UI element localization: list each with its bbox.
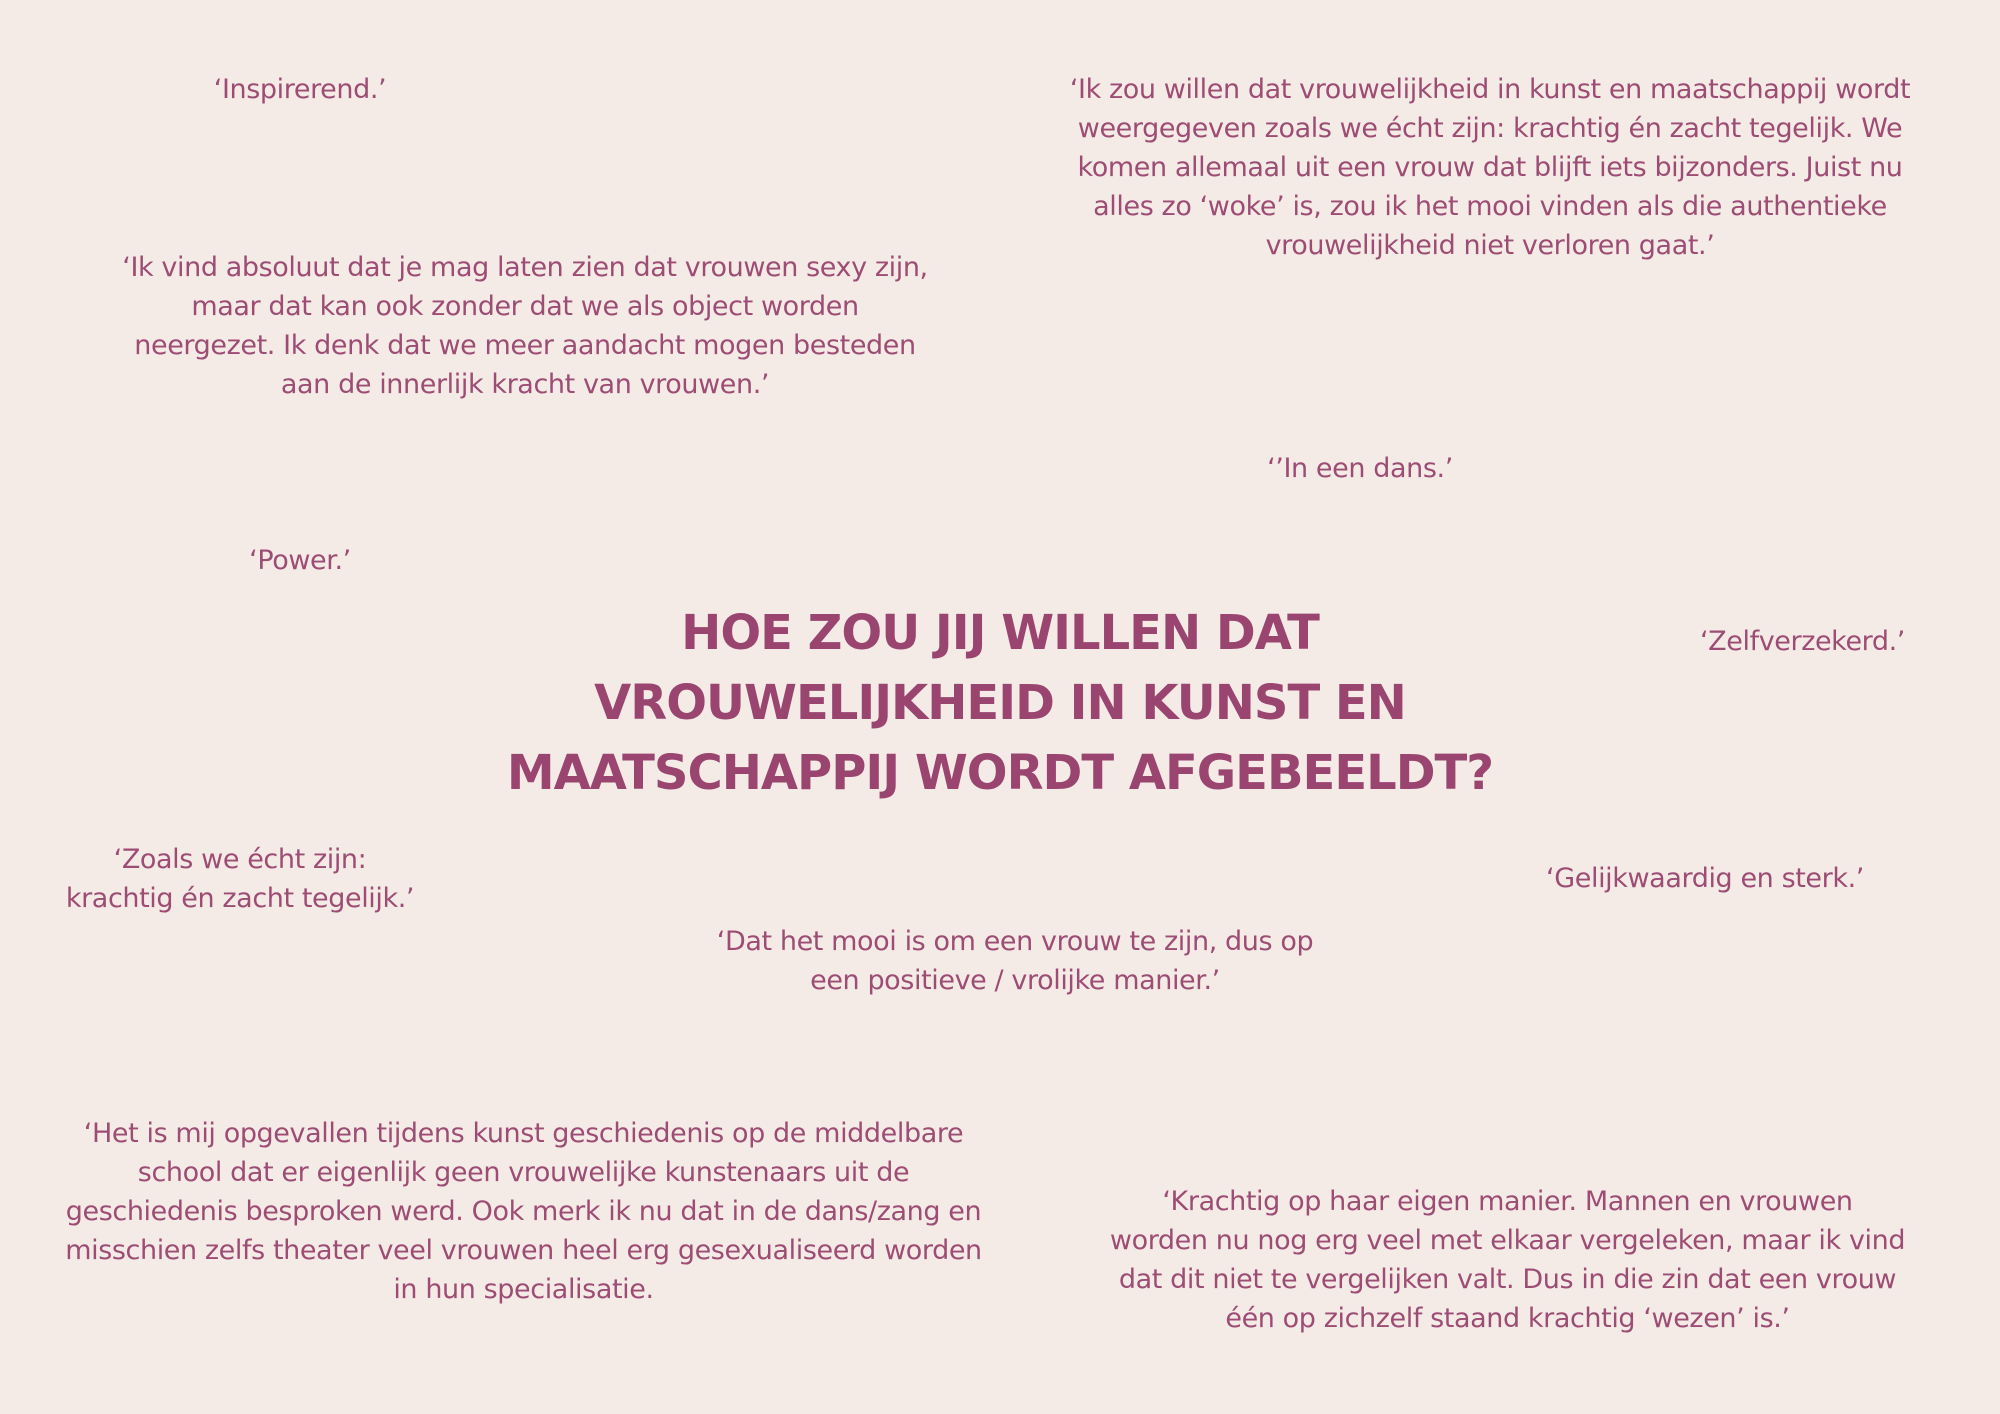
quote-line: geschiedenis besproken werd. Ook merk ik nu dat in de dans/zang en bbox=[65, 1196, 982, 1227]
quote-inspirerend bbox=[120, 70, 480, 109]
quote-line: school dat er eigenlijk geen vrouwelijke kunstenaars uit de bbox=[137, 1157, 910, 1188]
quote-line: maar dat kan ook zonder dat we als object worden bbox=[191, 291, 859, 322]
quote-line: ‘Ik zou willen dat vrouwelijkheid in kunst en maatschappij wordt bbox=[1069, 74, 1911, 105]
quote-line: worden nu nog erg veel met elkaar vergeleken, maar ik vind bbox=[1109, 1225, 1906, 1256]
quote-line: neergezet. Ik denk dat we meer aandacht mogen besteden bbox=[134, 330, 916, 361]
title-line: MAATSCHAPPIJ WORDT AFGEBEELDT? bbox=[506, 745, 1494, 801]
quote-line: alles zo ‘woke’ is, zou ik het mooi vinden als die authentieke bbox=[1093, 191, 1887, 222]
quote-gelijkwaardig bbox=[1490, 859, 1920, 898]
quote-line: ‘Gelijkwaardig en sterk.’ bbox=[1546, 863, 1864, 894]
quote-line: ‘Power.’ bbox=[249, 545, 351, 576]
quote-line: ‘’In een dans.’ bbox=[1267, 453, 1453, 484]
quote-line: ‘Dat het mooi is om een vrouw te zijn, dus op bbox=[716, 926, 1314, 957]
quote-line: één op zichzelf staand krachtig ‘wezen’ is.’ bbox=[1225, 1303, 1790, 1334]
quote-dat-het-mooi bbox=[600, 922, 1430, 1000]
quote-zoals bbox=[40, 840, 440, 918]
quote-line: ‘Inspirerend.’ bbox=[213, 74, 387, 105]
title-line: VROUWELIJKHEID IN KUNST EN bbox=[594, 675, 1406, 731]
quote-sexy bbox=[60, 248, 990, 404]
quote-line: krachtig én zacht tegelijk.’ bbox=[65, 883, 415, 914]
quote-line: komen allemaal uit een vrouw dat blijft iets bijzonders. Juist nu bbox=[1077, 152, 1903, 183]
quote-power bbox=[150, 541, 450, 580]
quote-line: ‘Krachtig op haar eigen manier. Mannen en vrouwen bbox=[1162, 1186, 1853, 1217]
quote-line: ‘Ik vind absoluut dat je mag laten zien dat vrouwen sexy zijn, bbox=[122, 252, 928, 283]
quote-dans bbox=[1210, 449, 1510, 488]
quote-krachtig bbox=[1070, 1182, 1945, 1338]
quote-line: een positieve / vrolijke manier.’ bbox=[810, 965, 1220, 996]
quote-line: misschien zelfs theater veel vrouwen heel erg gesexualiseerd worden bbox=[65, 1235, 982, 1266]
quote-line: dat dit niet te vergelijken valt. Dus in die zin dat een vrouw bbox=[1118, 1264, 1897, 1295]
quote-line: ‘Het is mij opgevallen tijdens kunst geschiedenis op de middelbare bbox=[83, 1118, 964, 1149]
title-line: HOE ZOU JIJ WILLEN DAT bbox=[681, 605, 1319, 661]
quote-line: aan de innerlijk kracht van vrouwen.’ bbox=[280, 369, 770, 400]
quote-line: weergegeven zoals we écht zijn: krachtig én zacht tegelijk. We bbox=[1077, 113, 1903, 144]
quote-weergegeven bbox=[1035, 70, 1945, 265]
quote-line: ‘Zelfverzekerd.’ bbox=[1700, 626, 1905, 657]
quote-line: ‘Zoals we écht zijn: bbox=[113, 844, 367, 875]
quote-geschiedenis bbox=[20, 1114, 1027, 1309]
quote-line: in hun specialisatie. bbox=[393, 1274, 654, 1305]
quote-line: vrouwelijkheid niet verloren gaat.’ bbox=[1265, 230, 1715, 261]
quote-zelfverzekerd bbox=[1640, 622, 1965, 661]
